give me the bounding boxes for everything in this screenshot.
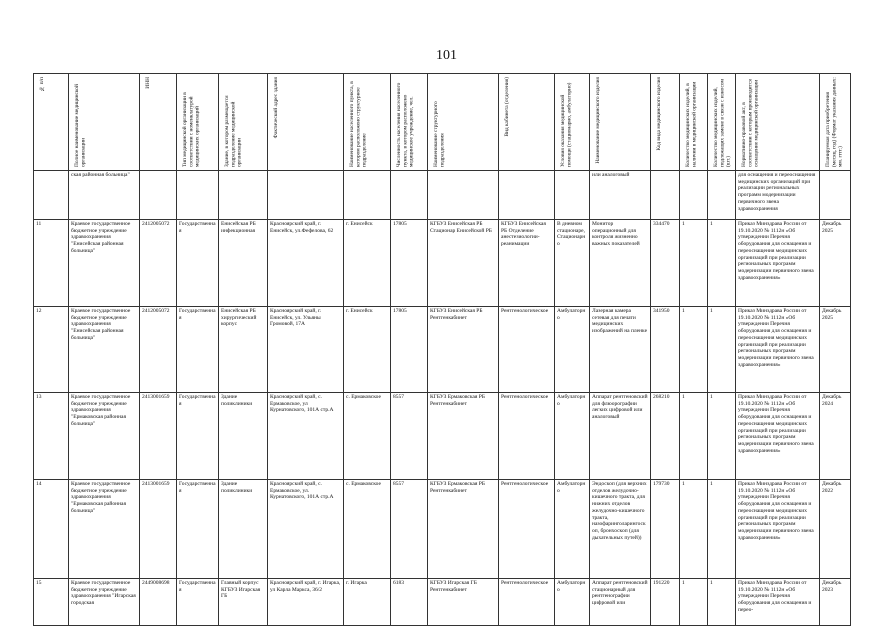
cell-device: Аппарат рентгеновский стационарный для рентгенографии цифровой или [590,579,651,626]
cell-conditions: Амбулаторно [555,393,590,480]
cell-org: ская районная больница" [69,171,140,220]
cell-org: Краевое государственное бюджетное учреждение здравоохранения "Игарская городская [69,579,140,626]
column-header: Количество медицинских изделий, подлежащих замене в связи с износом (шт.) [708,74,736,171]
cell-qty: 1 [680,393,708,480]
cell-conditions: Амбулаторно [555,307,590,393]
cell-cabinet [499,171,555,220]
cell-subdivision [428,171,499,220]
page-number: 101 [436,48,457,63]
cell-qty: 1 [680,220,708,307]
column-header: ИНН [140,74,177,171]
cell-population: 17805 [391,307,428,393]
cell-num [34,171,69,220]
cell-building [219,171,268,220]
cell-qty: 1 [680,480,708,579]
table-row [34,171,851,220]
cell-org: Краевое государственное бюджетное учреждение здравоохранения "Енисейская районная больница" [69,220,140,307]
cell-subdivision: КГБУЗ Енисейская РБ Стационар Енисейской РБ [428,220,499,307]
cell-code: 191220 [651,579,680,626]
cell-date: Декабрь 2025 [820,220,851,307]
cell-inn: 2412005072 [140,220,177,307]
cell-population [391,171,428,220]
cell-act: для оснащения и переоснащения медицинских организаций при реализации региональных программ модернизации первичного звена здравоохранения [736,171,820,220]
cell-org: Краевое государственное бюджетное учреждение здравоохранения "Енисейская районная больница" [69,307,140,393]
cell-replace: 1 [708,393,736,480]
cell-code: 268210 [651,393,680,480]
header-row [34,74,851,171]
cell-cabinet: Рентгенологическое [499,480,555,579]
table-row [34,480,851,579]
cell-locality: г. Енисейск [344,220,391,307]
cell-building: Енисейская РБ инфекционная [219,220,268,307]
cell-num: 12 [34,307,69,393]
cell-subdivision: КГБУЗ Енисейская РБ Рентгенкабинет [428,307,499,393]
cell-inn: 2412005072 [140,307,177,393]
cell-num: 11 [34,220,69,307]
equipment-table [33,73,851,626]
table-row [34,307,851,393]
cell-device: Аппарат рентгеновский для флюорографии легких цифровой или аналоговый [590,393,651,480]
column-header: № п/п [34,74,69,171]
cell-date: Декабрь 2024 [820,393,851,480]
cell-type: Государственная [177,307,219,393]
cell-conditions: Амбулаторно [555,480,590,579]
table-row [34,220,851,307]
column-header: Количество медицинских изделий, в наличии в медицинской организации [680,74,708,171]
cell-inn: 2449008698 [140,579,177,626]
cell-address: Красноярский край, г. Игарка, ул Карла Маркса, 36/2 [268,579,344,626]
column-header: Наименование населенного пункта, в котором расположено структурное подразделение [344,74,391,171]
cell-type: Государственная [177,579,219,626]
cell-conditions [555,171,590,220]
cell-replace: 1 [708,220,736,307]
cell-qty: 1 [680,579,708,626]
column-header: Фактический адрес здания [268,74,344,171]
cell-cabinet: Рентгенологическое [499,393,555,480]
cell-locality: с. Ермаковское [344,480,391,579]
cell-address: Красноярский край, г. Енисейск, ул. Ульяны Громовой, 17А [268,307,344,393]
cell-subdivision: КГБУЗ Игарская ГБ Рентгенкабинет [428,579,499,626]
cell-subdivision: КГБУЗ Ермаковская РБ Рентгенкабинет [428,393,499,480]
cell-replace: 1 [708,579,736,626]
cell-building: Главный корпус КГБУЗ Игарская ГБ [219,579,268,626]
column-header: Полное наименование медицинской организации [69,74,140,171]
cell-type [177,171,219,220]
cell-inn [140,171,177,220]
cell-replace: 1 [708,480,736,579]
cell-act: Приказ Минздрава России от 19.10.2020 № 1112н «Об утверждении Перечня оборудования для оснащения и переоснащения медицинских организаций при реализации региональных программ модернизации первичного звена здравоохранения» [736,393,820,480]
cell-conditions: Амбулаторно [555,579,590,626]
cell-act: Приказ Минздрава России от 19.10.2020 № 1112н «Об утверждении Перечня оборудования для оснащения и переоснащения медицинских организаций при реализации региональных программ модернизации первичного звена здравоохранения» [736,307,820,393]
cell-conditions: В дневном стационаре, Стационарно [555,220,590,307]
cell-locality [344,171,391,220]
cell-inn: 2413001659 [140,480,177,579]
table-row [34,393,851,480]
column-header: Код вида медицинского изделия [651,74,680,171]
cell-num: 13 [34,393,69,480]
cell-device: Эндоскоп (для верхних отделов желудочно-кишечного тракта, для нижних отделов желудочно-кишечного тракта, назофаринголарингоскоп, бронхоскоп (для дыхательных путей)) [590,480,651,579]
cell-date: Декабрь 2025 [820,307,851,393]
cell-act: Приказ Минздрава России от 19.10.2020 № 1112н «Об утверждении Перечня оборудования для оснащения и перео- [736,579,820,626]
cell-locality: г. Игарка [344,579,391,626]
cell-type: Государственная [177,480,219,579]
cell-population: 8557 [391,393,428,480]
column-header: Численность населения населенного пункта, в котором расположено медицинское учреждение, чел. [391,74,428,171]
cell-code: 334470 [651,220,680,307]
cell-date [820,171,851,220]
cell-code: 341950 [651,307,680,393]
cell-population: 6183 [391,579,428,626]
cell-qty: 1 [680,307,708,393]
cell-device: Монитор операционный для контроля жизненно важных показателей [590,220,651,307]
cell-code [651,171,680,220]
cell-act: Приказ Минздрава России от 19.10.2020 № 1112н «Об утверждении Перечня оборудования для оснащения и переоснащения медицинских организаций при реализации региональных программ модернизации первичного звена здравоохранения» [736,220,820,307]
cell-num: 15 [34,579,69,626]
cell-subdivision: КГБУЗ Ермаковская РБ Рентгенкабинет [428,480,499,579]
cell-replace [708,171,736,220]
cell-cabinet: Рентгенологическое [499,307,555,393]
cell-num: 14 [34,480,69,579]
column-header: Вид кабинета (отделения) [499,74,555,171]
column-header: Условия оказания медицинской помощи (стационарно, амбулаторно) [555,74,590,171]
cell-locality: г. Енисейск [344,307,391,393]
table-row [34,579,851,626]
cell-type: Государственная [177,393,219,480]
cell-inn: 2413001659 [140,393,177,480]
cell-device: или аналоговый [590,171,651,220]
cell-cabinet: КГБУЗ Енисейская РБ Отделение анестезиологии-реанимации [499,220,555,307]
cell-population: 17805 [391,220,428,307]
column-header: Тип медицинской организации в соответствии с номенклатурой медицинских организаций [177,74,219,171]
cell-population: 8557 [391,480,428,579]
cell-date: Декабрь 2022 [820,480,851,579]
cell-type: Государственная [177,220,219,307]
cell-building: Здание поликлиники [219,480,268,579]
cell-qty [680,171,708,220]
cell-building: Енисейская РБ хирургический корпус [219,307,268,393]
cell-address [268,171,344,220]
cell-code: 179730 [651,480,680,579]
cell-building: Здание поликлиники [219,393,268,480]
cell-device: Лазерная камера сетевая для печати медицинских изображений на пленке [590,307,651,393]
cell-org: Краевое государственное бюджетное учреждение здравоохранения "Ермаковская районная больница" [69,393,140,480]
cell-cabinet: Рентгенологическое [499,579,555,626]
cell-locality: с. Ермаковское [344,393,391,480]
cell-date: Декабрь 2023 [820,579,851,626]
cell-address: Красноярский край, г. Енисейск, ул.Фефелова, 62 [268,220,344,307]
cell-replace: 1 [708,307,736,393]
column-header: Наименование медицинского изделия [590,74,651,171]
column-header: Нормативно-правовой акт, в соответствии с которым производится оснащение медицинской организации [736,74,820,171]
cell-org: Краевое государственное бюджетное учреждение здравоохранения "Ермаковская районная больница" [69,480,140,579]
cell-address: Красноярский край, с. Ермаковское, ул Курнатовского, 101А стр.А [268,393,344,480]
column-header: Планируемая дата приобретения (месяц, год) (Формат указания данных: мм. гггг.) [820,74,851,171]
cell-act: Приказ Минздрава России от 19.10.2020 № 1112н «Об утверждении Перечня оборудования для оснащения и переоснащения медицинских организаций при реализации региональных программ модернизации первичного звена здравоохранения» [736,480,820,579]
column-header: Наименование структурного подразделения [428,74,499,171]
column-header: Здание, в котором размещается подразделение медицинской организации [219,74,268,171]
cell-address: Красноярский край, с. Ермаковское, ул. Курнатовского, 101А стр.А [268,480,344,579]
